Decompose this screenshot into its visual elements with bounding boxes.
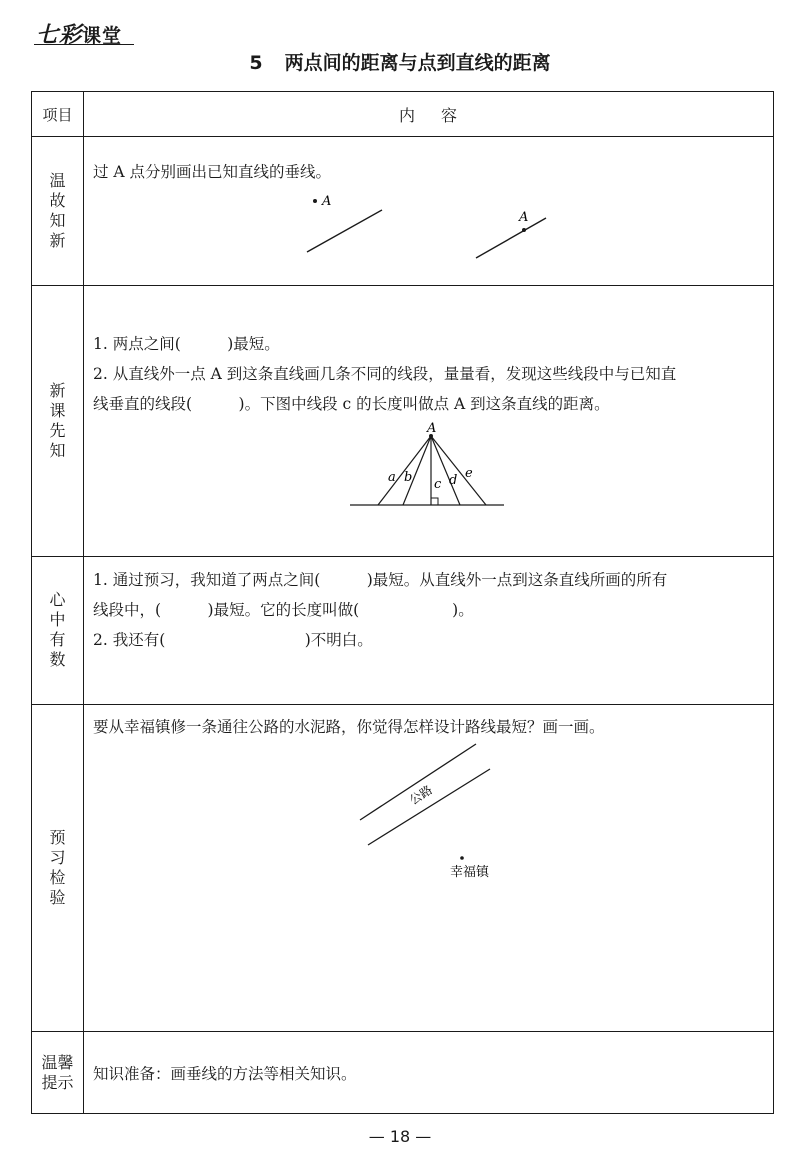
label-char: 心 xyxy=(49,590,66,609)
preview-q2-line2: 线垂直的线段( )。下图中线段 c 的长度叫做点 A 到这条直线的距离。 xyxy=(93,395,610,413)
preview-q2-line1: 2. 从直线外一点 A 到这条直线画几条不同的线段，量量看，发现这些线段中与已知直 xyxy=(93,365,677,383)
header-content-label: 内容 xyxy=(398,105,483,125)
town-point xyxy=(460,856,464,860)
label-line: 提示 xyxy=(41,1073,74,1092)
label-char: 有 xyxy=(49,630,66,649)
label-char: 预 xyxy=(49,827,66,847)
worksheet-table xyxy=(31,91,774,1114)
check-question-text: 要从幸福镇修一条通往公路的水泥路，你觉得怎样设计路线最短？画一画。 xyxy=(93,718,605,736)
road-town-diagram xyxy=(32,92,772,892)
label-char: 知 xyxy=(49,210,66,230)
logo-brand: 七彩 xyxy=(36,23,83,48)
row-label-tips xyxy=(32,1031,83,1115)
label-d: d xyxy=(449,473,458,488)
page-number: — 18 — xyxy=(368,1127,432,1146)
label-char: 课 xyxy=(49,400,66,420)
label-char: 温 xyxy=(49,170,66,190)
logo-text: 课堂 xyxy=(82,25,123,47)
reflect-line3: 2. 我还有( )不明白。 xyxy=(93,631,373,649)
warmup-instruction-text: 过 A 点分别画出已知直线的垂线。 xyxy=(93,163,332,181)
road-label: 公路 xyxy=(407,782,435,808)
preview-q1: 1. 两点之间( )最短。 xyxy=(93,335,280,353)
label-char: 故 xyxy=(49,190,66,210)
label-char: 数 xyxy=(49,650,66,669)
label-b: b xyxy=(404,470,413,485)
page-title xyxy=(0,48,800,75)
label-a: a xyxy=(388,470,396,485)
label-char: 先 xyxy=(49,420,66,440)
tips-text xyxy=(93,1059,765,1089)
logo-underline xyxy=(34,44,134,45)
point-a-label-2: A xyxy=(519,210,529,225)
label-char: 新 xyxy=(49,380,66,400)
reflect-line2: 线段中，( )最短。它的长度叫做( )。 xyxy=(93,601,474,619)
label-char: 习 xyxy=(49,847,66,867)
reflect-line1: 1. 通过预习，我知道了两点之间( )最短。从直线外一点到这条直线所画的所有 xyxy=(93,571,668,589)
label-line: 温馨 xyxy=(41,1053,74,1072)
road-edge-top xyxy=(360,744,476,820)
label-char: 检 xyxy=(49,867,66,887)
lesson-number: 5 xyxy=(249,52,263,74)
label-char: 新 xyxy=(49,230,66,250)
header-item-label: 项目 xyxy=(42,105,73,124)
tips-text-line: 知识准备：画垂线的方法等相关知识。 xyxy=(93,1065,357,1083)
label-char: 中 xyxy=(49,610,66,629)
row-divider xyxy=(32,1031,773,1032)
label-char: 知 xyxy=(49,440,66,460)
road-edge-bottom xyxy=(368,769,490,845)
point-a-label-1: A xyxy=(322,194,332,209)
town-label: 幸福镇 xyxy=(450,865,490,880)
label-e: e xyxy=(465,466,473,481)
label-c: c xyxy=(434,477,442,492)
label-char: 验 xyxy=(49,887,66,907)
apex-label: A xyxy=(427,421,437,436)
lesson-title: 两点间的距离与点到直线的距离 xyxy=(284,52,551,74)
